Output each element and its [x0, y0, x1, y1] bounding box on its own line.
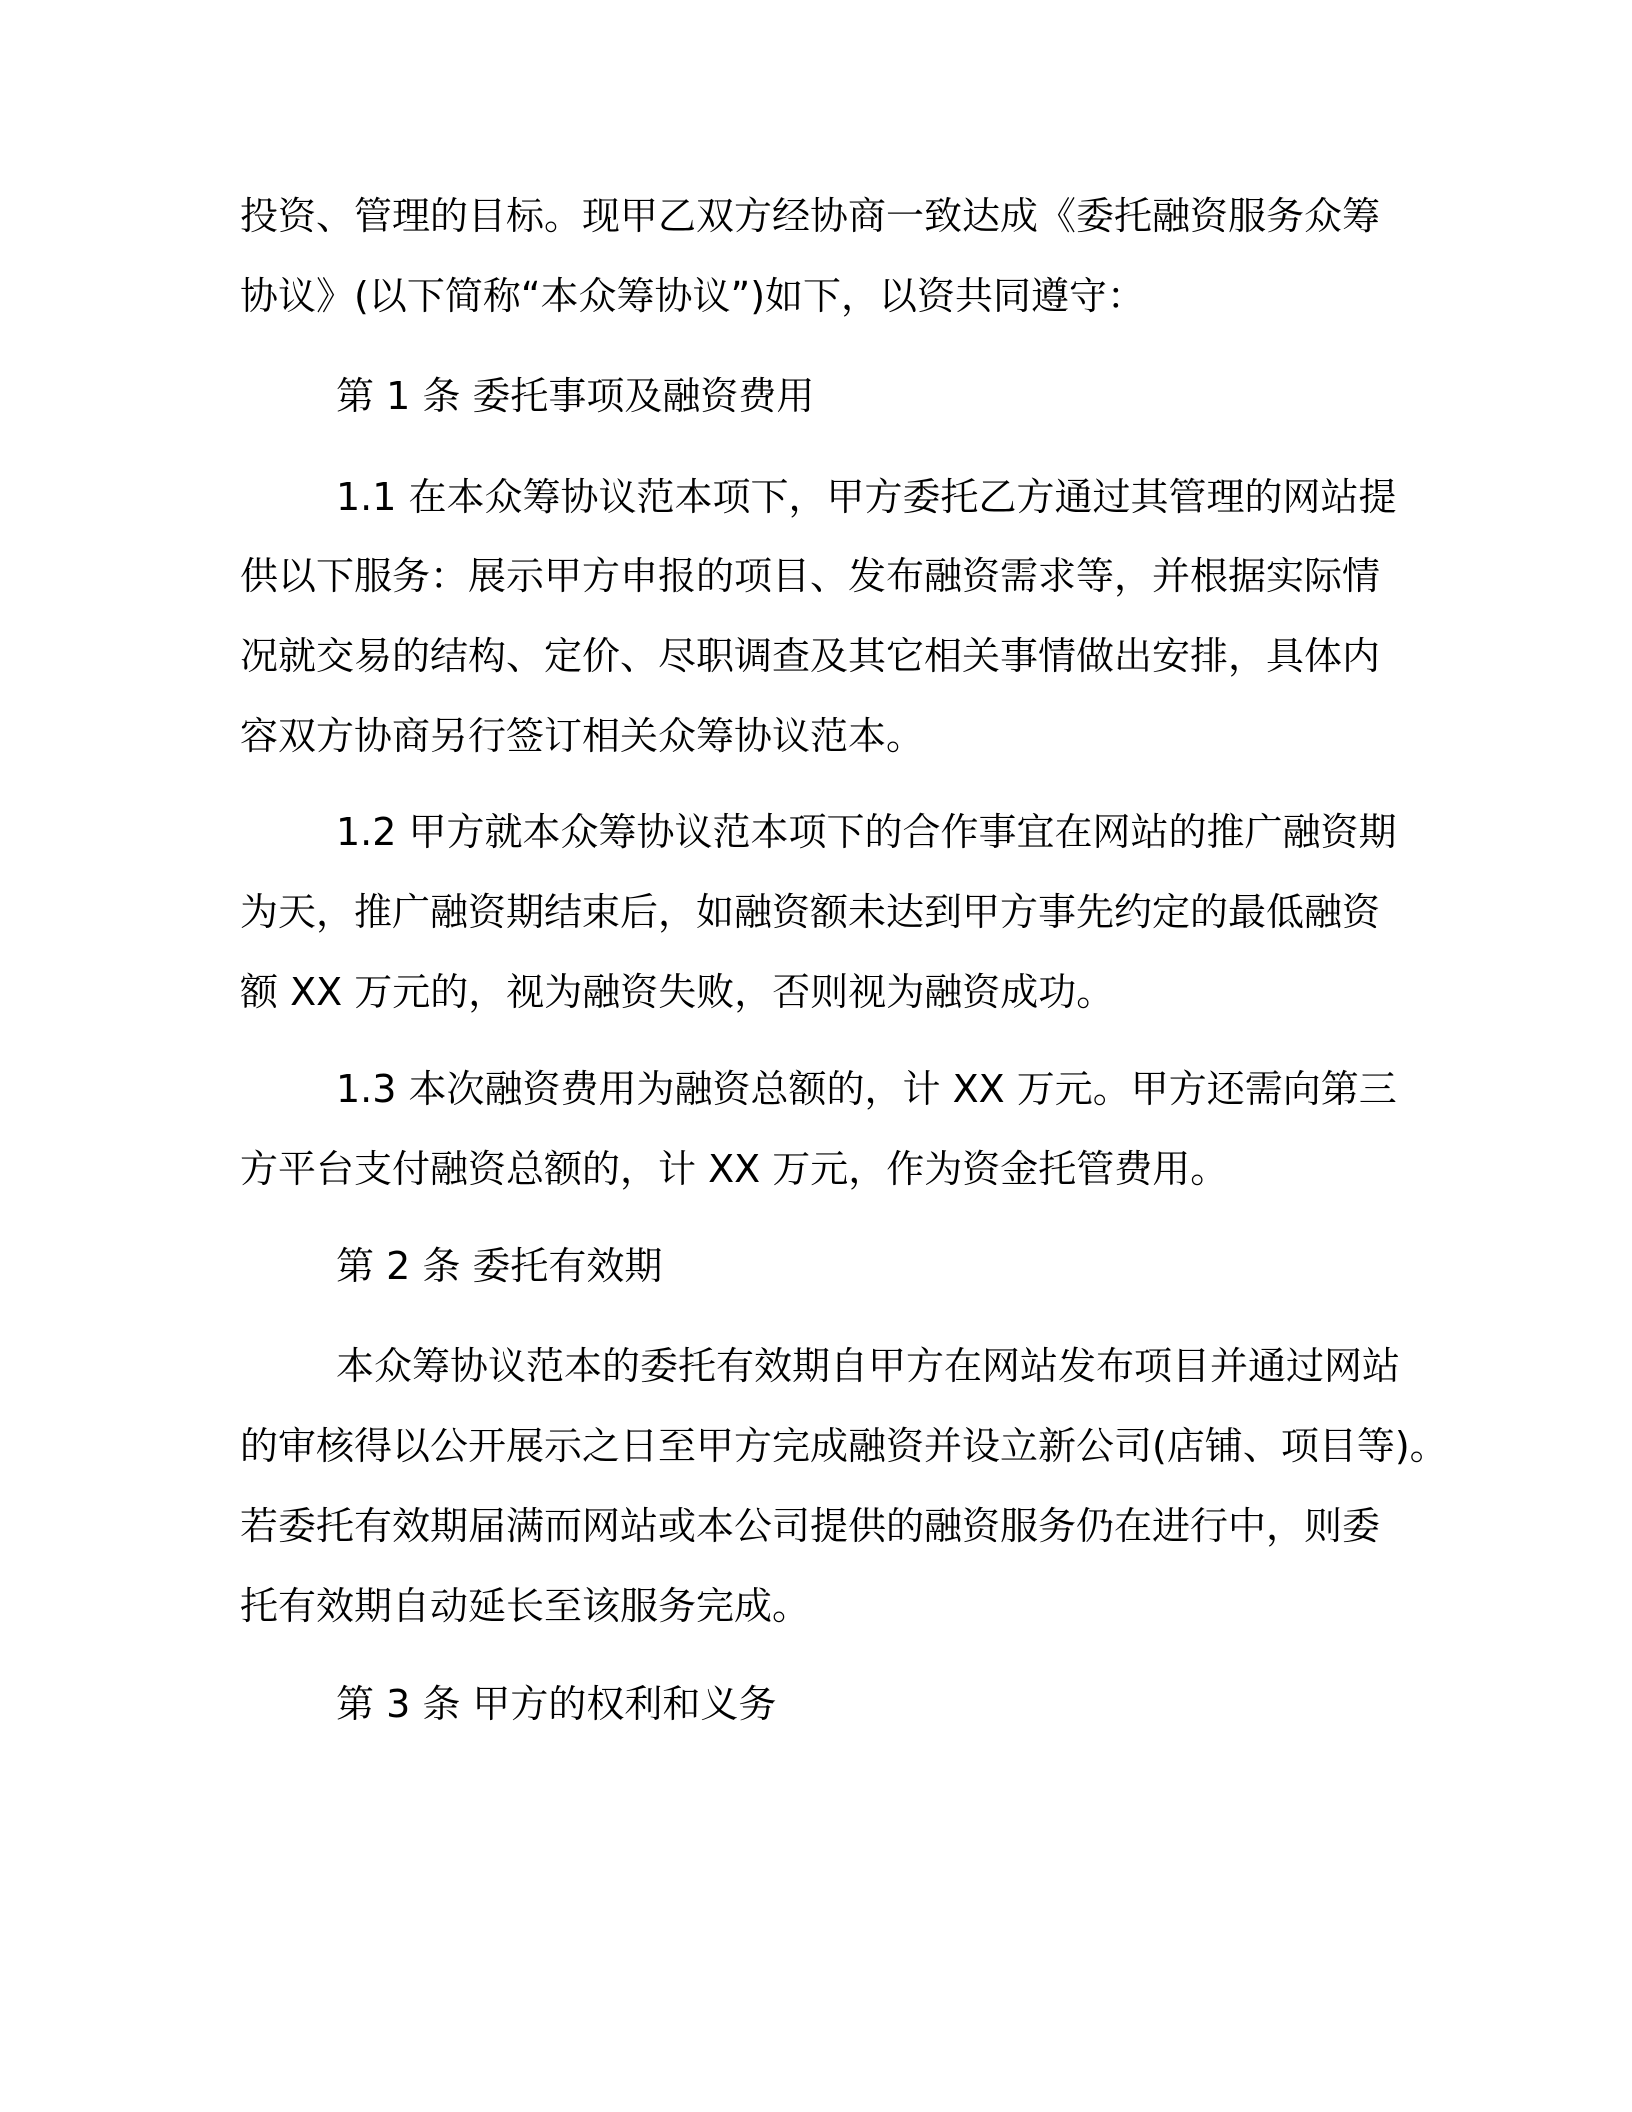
clause-1-1-line-4: 容双方协商另行签订相关众筹协议范本。 — [240, 714, 925, 758]
article-1-heading: 第 1 条 委托事项及融资费用 — [336, 374, 815, 418]
clause-1-2-line-1: 1.2 甲方就本众筹协议范本项下的合作事宜在网站的推广融资期 — [336, 810, 1397, 854]
clause-1-2-line-3: 额 XX 万元的，视为融资失败，否则视为融资成功。 — [240, 970, 1115, 1014]
article-2-body-line-4: 托有效期自动延长至该服务完成。 — [240, 1584, 811, 1628]
clause-1-1-line-1: 1.1 在本众筹协议范本项下，甲方委托乙方通过其管理的网站提 — [336, 475, 1397, 519]
clause-1-1-line-3: 况就交易的结构、定价、尽职调查及其它相关事情做出安排，具体内 — [240, 634, 1381, 678]
article-3-heading: 第 3 条 甲方的权利和义务 — [336, 1682, 777, 1726]
clause-1-3-line-2: 方平台支付融资总额的，计 XX 万元，作为资金托管费用。 — [240, 1147, 1229, 1191]
intro-line-2: 协议》(以下简称“本众筹协议”)如下，以资共同遵守： — [240, 274, 1146, 318]
article-2-heading: 第 2 条 委托有效期 — [336, 1244, 663, 1288]
article-2-body-line-3: 若委托有效期届满而网站或本公司提供的融资服务仍在进行中，则委 — [240, 1504, 1381, 1548]
clause-1-1-line-2: 供以下服务：展示甲方申报的项目、发布融资需求等，并根据实际情 — [240, 554, 1381, 598]
intro-line-1: 投资、管理的目标。现甲乙双方经协商一致达成《委托融资服务众筹 — [240, 194, 1381, 238]
article-2-body-line-2: 的审核得以公开展示之日至甲方完成融资并设立新公司(店铺、项目等)。 — [240, 1424, 1448, 1468]
article-2-body-line-1: 本众筹协议范本的委托有效期自甲方在网站发布项目并通过网站 — [336, 1344, 1401, 1388]
clause-1-2-line-2: 为天，推广融资期结束后，如融资额未达到甲方事先约定的最低融资 — [240, 890, 1381, 934]
clause-1-3-line-1: 1.3 本次融资费用为融资总额的，计 XX 万元。甲方还需向第三 — [336, 1067, 1397, 1111]
